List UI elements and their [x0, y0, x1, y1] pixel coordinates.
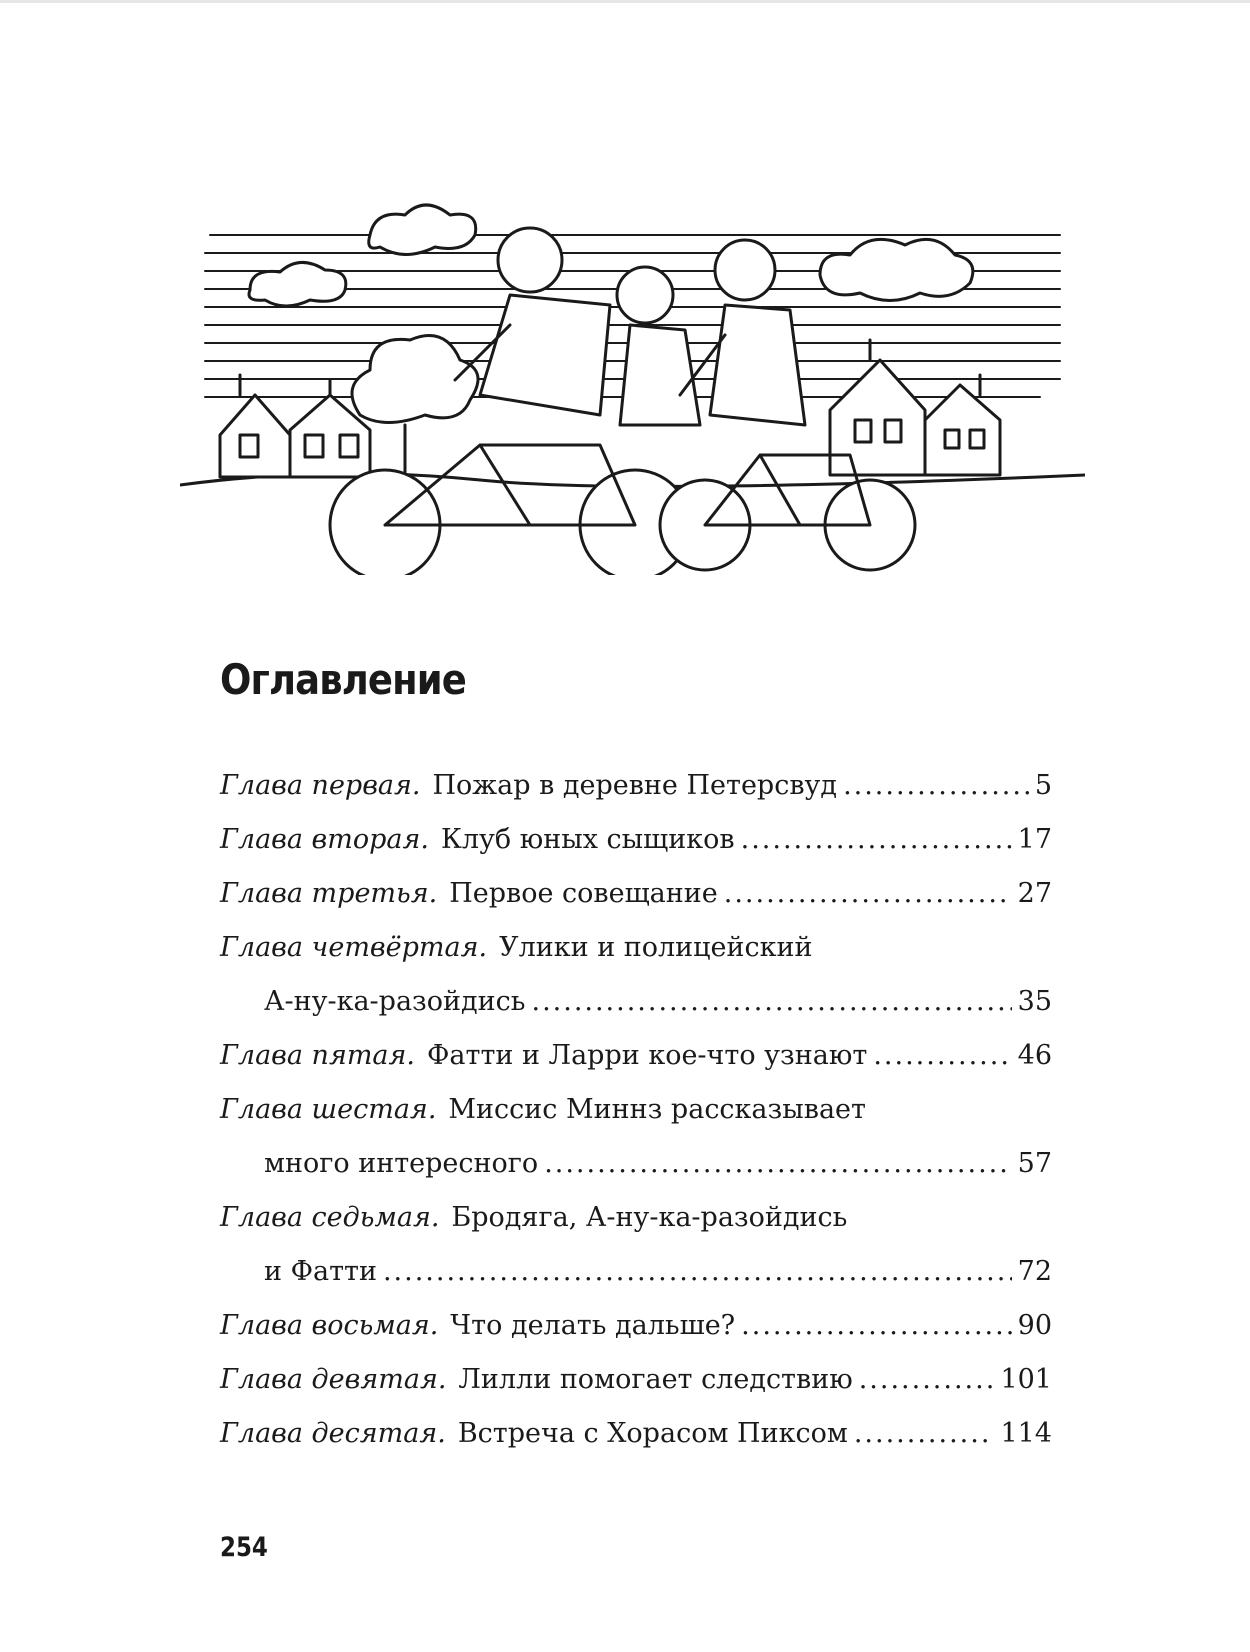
chapter-label: Глава четвёртая.: [220, 932, 488, 963]
leader-dots: [854, 1418, 995, 1449]
page-number: 27: [1017, 878, 1052, 909]
chapter-title: Бродяга, А-ну-ка-разойдись: [451, 1202, 848, 1233]
page-number: 57: [1017, 1148, 1052, 1179]
folio-page-number: 254: [220, 1532, 268, 1563]
leader-dots: [859, 1364, 995, 1395]
chapter-title-continuation: А-ну-ка-разойдись: [264, 986, 526, 1017]
toc-entry-continuation: [220, 986, 1052, 1040]
page-number: 114: [1000, 1418, 1052, 1449]
toc-entry: [220, 1418, 1052, 1472]
leader-dots: [741, 1310, 1011, 1341]
toc-entry-continuation: [220, 1148, 1052, 1202]
chapter-title: Что делать дальше?: [450, 1310, 736, 1341]
chapter-title: Лилли помогает следствию: [458, 1364, 853, 1395]
houses-left: [220, 375, 370, 477]
leader-dots: [741, 824, 1012, 855]
toc-entry: [220, 1094, 1052, 1148]
leader-dots: [531, 986, 1011, 1017]
chapter-title: Улики и полицейский: [499, 932, 813, 963]
chapter-label: Глава третья.: [220, 878, 438, 909]
leader-dots: [724, 878, 1012, 909]
page-number: 35: [1017, 986, 1052, 1017]
chapter-title: Пожар в деревне Петерсвуд: [432, 770, 838, 801]
chapter-title: Фатти и Ларри кое-что узнают: [427, 1040, 868, 1071]
leader-dots: [843, 770, 1029, 801]
toc-entry: [220, 770, 1052, 824]
toc-entry: [220, 932, 1052, 986]
chapter-label: Глава пятая.: [220, 1040, 415, 1071]
page-number: 17: [1017, 824, 1052, 855]
page-number: 5: [1034, 770, 1052, 801]
toc-entry: [220, 1040, 1052, 1094]
leader-dots: [544, 1148, 1011, 1179]
chapter-label: Глава девятая.: [220, 1364, 447, 1395]
chapter-label: Глава шестая.: [220, 1094, 437, 1125]
leader-dots: [873, 1040, 1011, 1071]
scan-top-edge: [0, 0, 1250, 3]
page-number: 101: [1000, 1364, 1052, 1395]
chapter-label: Глава вторая.: [220, 824, 429, 855]
page-number: 90: [1017, 1310, 1052, 1341]
page-title: Оглавление: [220, 655, 466, 704]
chapter-label: Глава десятая.: [220, 1418, 446, 1449]
toc-entry-continuation: [220, 1256, 1052, 1310]
chapter-label: Глава восьмая.: [220, 1310, 439, 1341]
chapter-title: Встреча с Хорасом Пиксом: [457, 1418, 848, 1449]
chapter-title: Миссис Миннз рассказывает: [448, 1094, 866, 1125]
leader-dots: [383, 1256, 1012, 1287]
chapter-label: Глава седьмая.: [220, 1202, 440, 1233]
page-number: 72: [1017, 1256, 1052, 1287]
chapter-title-continuation: много интересного: [264, 1148, 539, 1179]
bicycle-wheels: [330, 445, 915, 575]
toc-entry: [220, 824, 1052, 878]
chapter-title: Первое совещание: [449, 878, 718, 909]
children-on-bicycles-illustration: [180, 195, 1085, 575]
chapter-label: Глава первая.: [220, 770, 421, 801]
page-number: 46: [1017, 1040, 1052, 1071]
toc-entry: [220, 1310, 1052, 1364]
chapter-title-continuation: и Фатти: [264, 1256, 377, 1287]
toc-entry: [220, 878, 1052, 932]
toc-entry: [220, 1364, 1052, 1418]
riders: [455, 228, 805, 425]
chapter-title: Клуб юных сыщиков: [440, 824, 735, 855]
toc-entry: [220, 1202, 1052, 1256]
table-of-contents: [220, 770, 1052, 1472]
clouds: [249, 205, 973, 306]
